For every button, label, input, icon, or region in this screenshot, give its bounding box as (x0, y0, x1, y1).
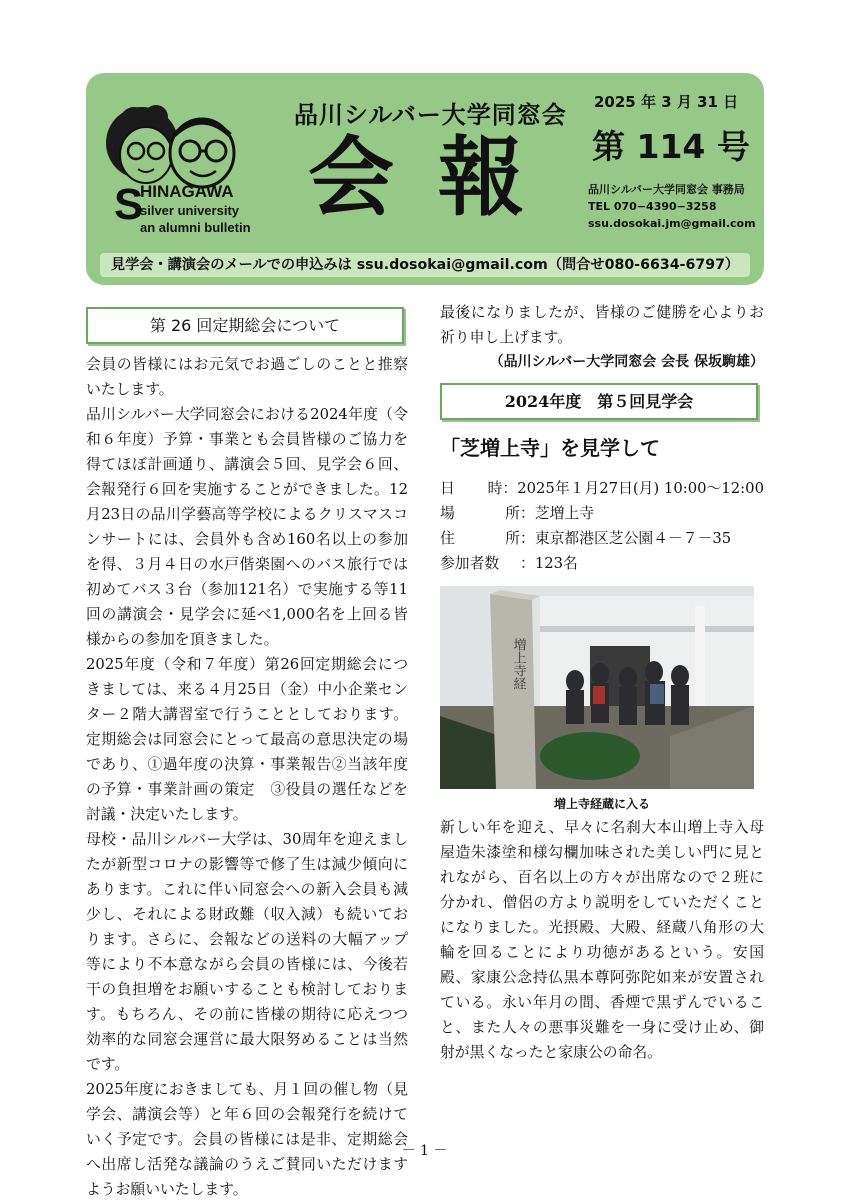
masthead (86, 73, 764, 285)
article-paragraph: 品川シルバー大学同窓会における2024年度（令和６年度）予算・事業とも会員皆様のご協力を得てほぼ計画通り、講演会５回、見学会６回、会報発行６回を実施することができました。12月23日の品川学藝高等学校によるクリスマスコンサートには、会員外も含め160名以上の参加を得、３月４日の水戸偕楽園へのバス旅行では初めてバス３台（参加121名）で実施する等11回の講演会・見学会に延べ1,000名を上回る皆様からの参加を頂きました。 (86, 406, 408, 648)
logo-line-2: silver university (140, 203, 239, 218)
article-heading-tour: 2024年度 第５回見学会 (440, 383, 758, 420)
article-heading-general-meeting: 第 26 回定期総会について (86, 307, 404, 344)
info-value: 2025年１月27日(月) 10:00〜12:00 (517, 480, 764, 497)
info-row-address: 住 所 ： 東京都港区芝公園４－７－35 (440, 526, 764, 551)
org-name: 品川シルバー大学同窓会 (294, 101, 567, 129)
info-key: 参加者数 (440, 555, 500, 572)
article-paragraph: 2025年度（令和７年度）第26回定期総会につきましては、来る４月25日（金）中小企業センター２階大講習室で行うこととしております。定期総会は同窓会にとって最高の意思決定の場であり、①過年度の決算・事業報告②当該年度の予算・事業計画の策定 ③役員の選任などを討議・決定いたします。 (86, 656, 408, 823)
elderly-couple-illustration (94, 91, 284, 241)
info-value: 123名 (534, 555, 578, 572)
right-column (440, 300, 764, 1065)
temple-scene-image (440, 586, 754, 789)
alumni-logo (94, 91, 284, 241)
info-key: 住 所 (440, 530, 520, 547)
info-row-place: 場 所 ： 芝増上寺 (440, 501, 764, 526)
info-value: 東京都港区芝公園４－７－35 (534, 530, 732, 547)
tour-title: 「芝増上寺」を見学して (440, 436, 660, 460)
office-tel: TEL 070−4390−3258 (588, 200, 717, 213)
stone-inscription: 増上寺経 (510, 638, 526, 690)
contact-banner: 見学会・講演会のメールでの申込みは ssu.dosokai@gmail.com（問合せ080-6634-6797） (100, 253, 750, 277)
article-paragraph: 2025年度におきましても、月１回の催し物（見学会、講演会等）と年６回の会報発行を続けていく予定です。会員の皆様には是非、定期総会へ出席し活発な議論のうえご賛同いただけますようお願いいたします。 (86, 1081, 408, 1198)
article-paragraph: 母校・品川シルバー大学は、30周年を迎えましたが新型コロナの影響等で修了生は減少傾向にあります。これに伴い同窓会への新入会員も減少し、それによる財政難（収入減）も続いております。さらに、会報などの送料の大幅アップ等により不本意ながら会員の皆様には、今後若干の負担増をお願いすることも検討しております。もちろん、その前に皆様の期待に応えつつ効率的な同窓会運営に最大限努めることは当然です。 (86, 831, 408, 1073)
logo-line-3: an alumni bulletin (140, 220, 251, 235)
logo-initial: S (114, 180, 144, 229)
tour-body: 新しい年を迎え、早々に名刹大本山増上寺入母屋造朱漆塗和様勾欄加味された美しい門に見とれながら、百名以上の方々が出席なので２班に分かれ、僧侶の方より説明をしていただくことになりました。光摂殿、大殿、経蔵八角形の大輪を回ることにより功徳があるという。安国殿、家康公念持仏黒本尊阿弥陀如来が安置されている。永い年月の間、香煙で黒ずんでいること、また人々の悪事災難を一身に受け止め、御射が黒くなったと家康公の命名。 (440, 819, 764, 1061)
tour-info (440, 476, 764, 576)
signature: （品川シルバー大学同窓会 会長 保坂駒雄） (489, 354, 764, 370)
article-paragraph: 最後になりましたが、皆様のご健勝を心よりお祈り申し上げます。 (440, 304, 764, 346)
article-paragraph: 会員の皆様にはお元気でお過ごしのことと推察いたします。 (86, 356, 408, 398)
logo-line-1: HINAGAWA (140, 182, 234, 201)
info-key: 場 所 (440, 505, 520, 522)
left-column (86, 305, 408, 1202)
office-name: 品川シルバー大学同窓会 事務局 (588, 183, 745, 196)
info-row-participants: 参加者数 ： 123名 (440, 551, 764, 576)
info-key: 日 時 (440, 480, 503, 497)
issue-number: 第 114 号 (592, 127, 750, 166)
temple-photo (440, 586, 754, 789)
photo-caption: 増上寺経蔵に入る (553, 797, 650, 811)
issue-date: 2025 年 3 月 31 日 (594, 93, 739, 111)
office-email[interactable]: ssu.dosokai.jm@gmail.com (588, 217, 756, 230)
info-value: 芝増上寺 (534, 505, 595, 522)
office-contact (588, 181, 756, 232)
page-number: － 1 － (401, 1143, 448, 1159)
bulletin-title: 会報 (308, 128, 568, 228)
info-row-date: 日 時 ： 2025年１月27日(月) 10:00〜12:00 (440, 476, 764, 501)
